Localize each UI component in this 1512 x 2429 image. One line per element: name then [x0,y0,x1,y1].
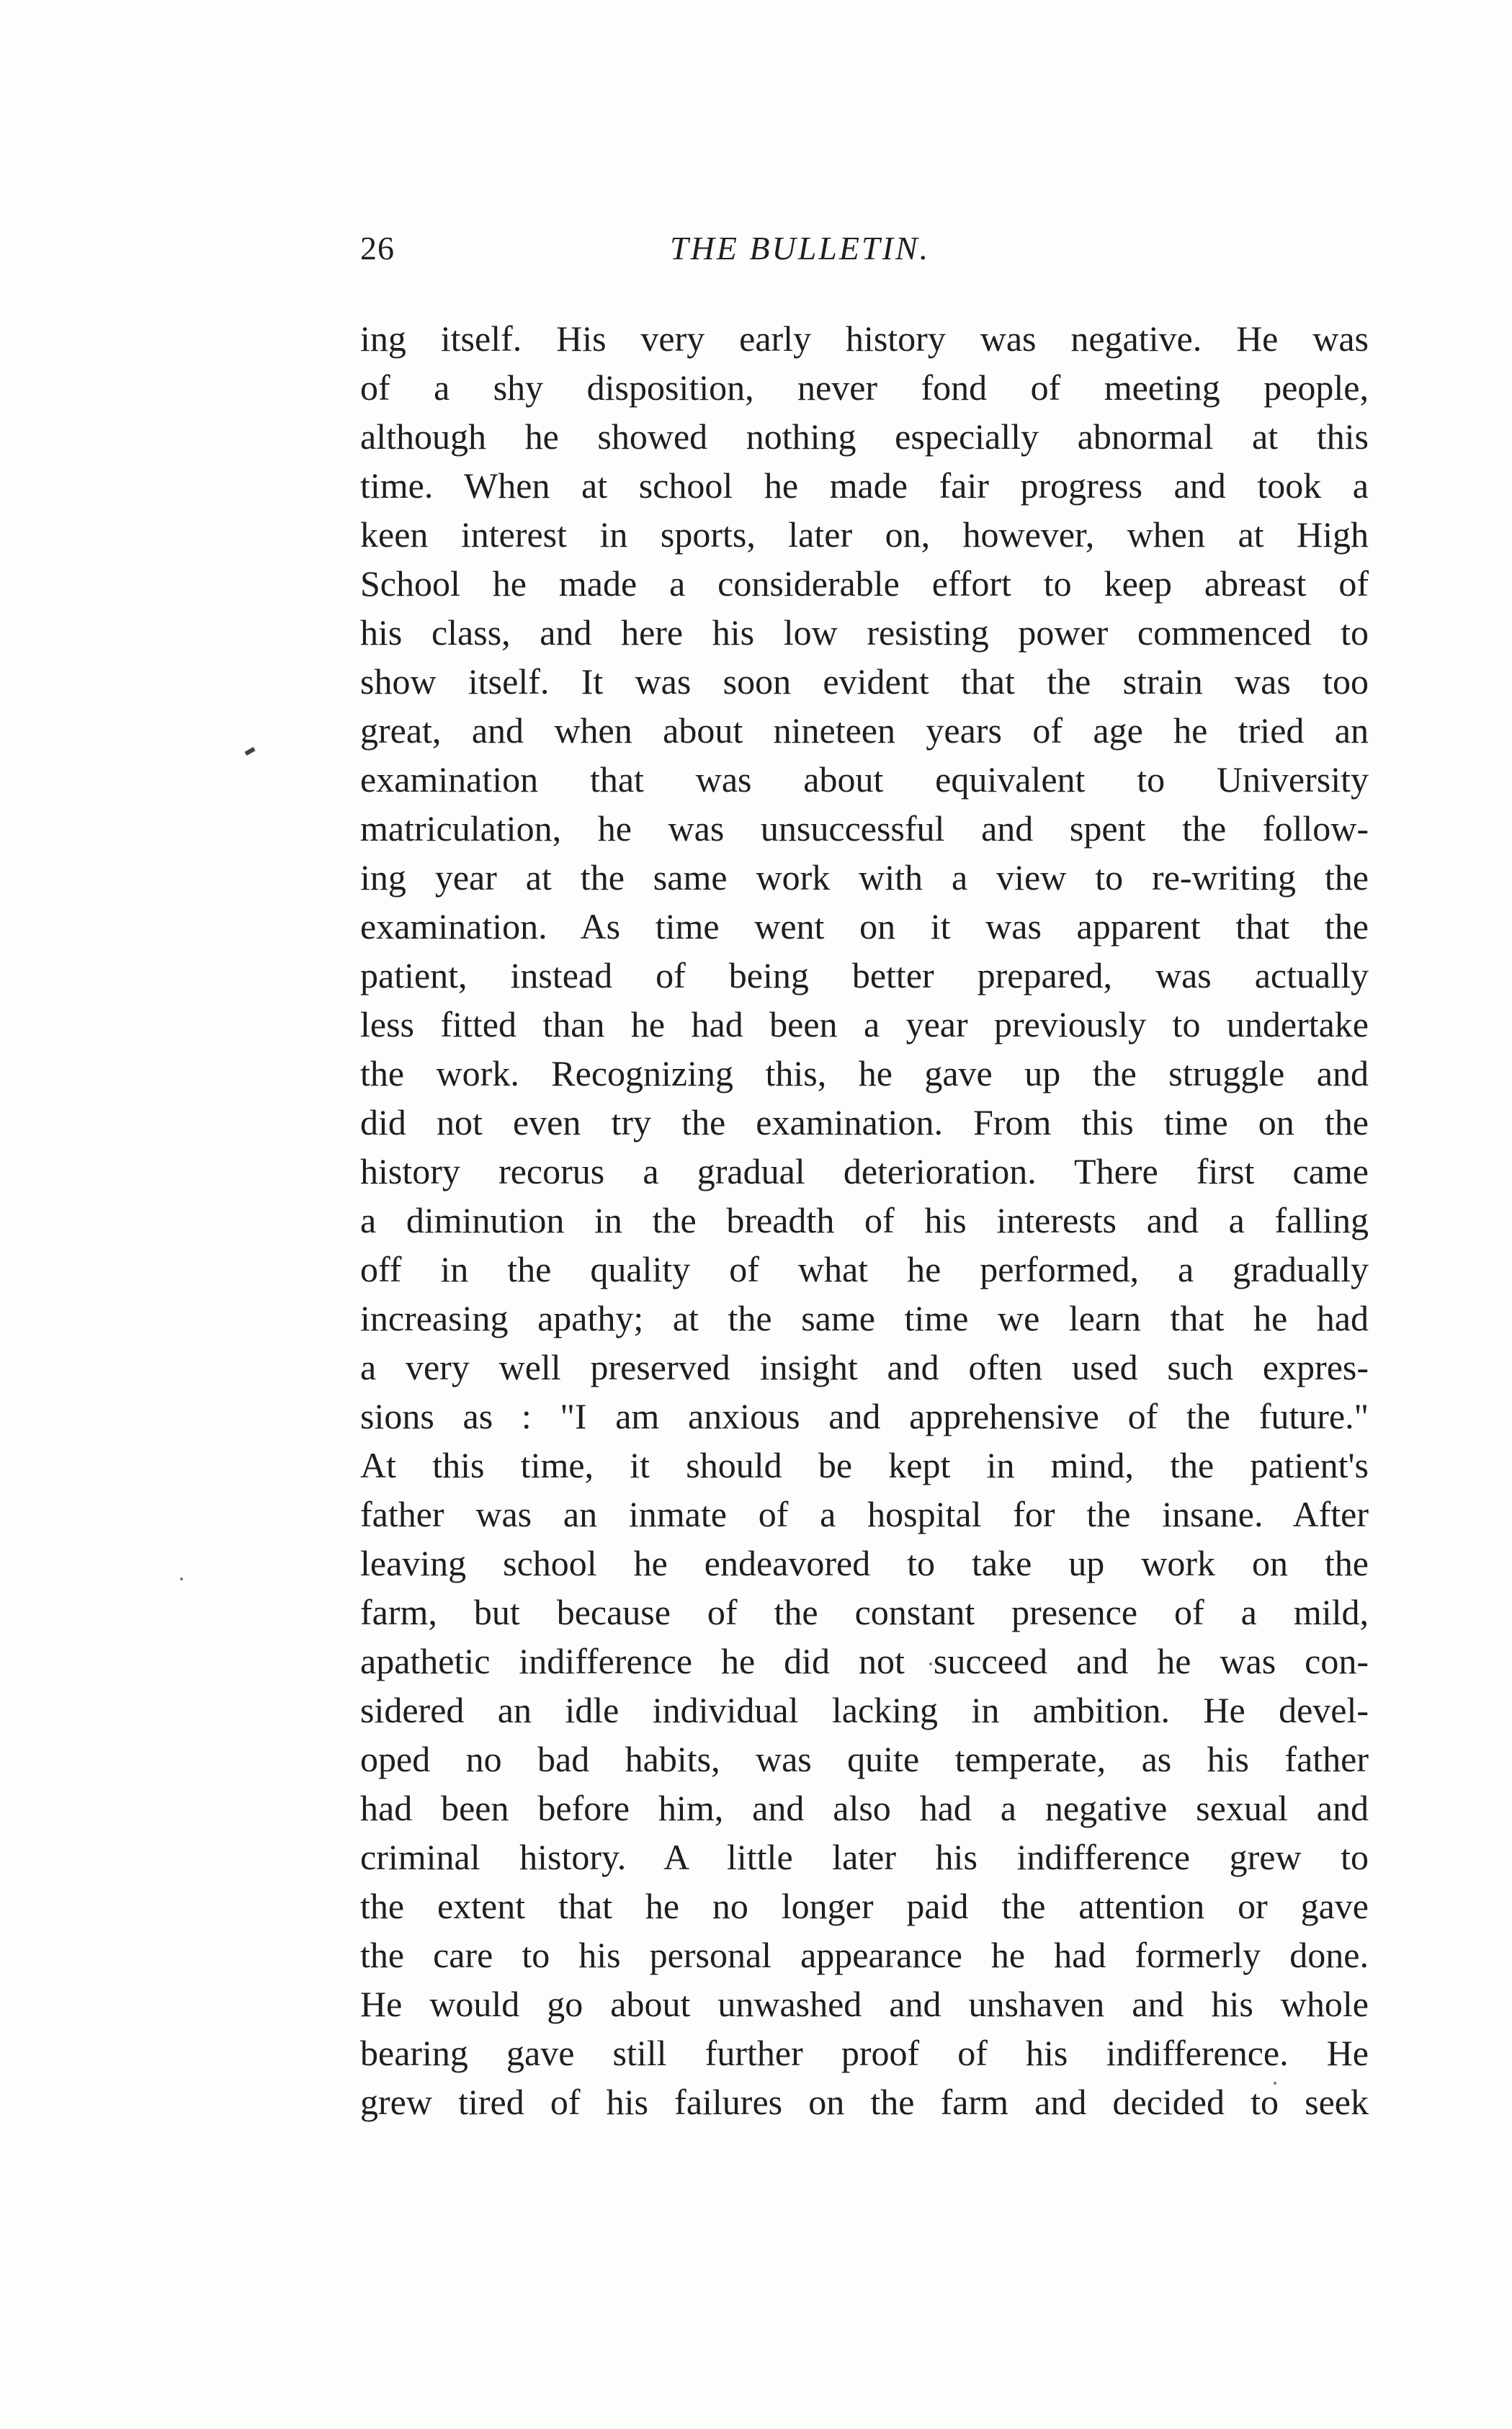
text-line: criminal history. A little later his indifference grew to [360,1837,1369,1877]
text-line: matriculation, he was unsuccessful and spent the follow- [360,808,1369,849]
text-line: examination that was about equivalent to University [360,759,1369,800]
text-line: grew tired of his failures on the farm and decided to seek [360,2082,1369,2122]
text-line: School he made a considerable effort to keep abreast of [360,563,1369,604]
page-speck [180,1578,183,1580]
text-line: a very well preserved insight and often used such expres- [360,1347,1369,1387]
text-line: time. When at school he made fair progress and took a [360,465,1369,506]
text-line: increasing apathy; at the same time we learn that he had [360,1298,1369,1338]
text-line: the care to his personal appearance he had formerly done. [360,1935,1369,1975]
margin-mark [244,747,255,756]
text-line: history recorus a gradual deterioration. There first came [360,1151,1369,1191]
running-head [360,229,1369,279]
text-line: father was an inmate of a hospital for the insane. After [360,1494,1369,1534]
text-line: ing itself. His very early history was negative. He was [360,318,1369,359]
body-text [360,314,1369,2126]
text-line: farm, but because of the constant presence of a mild, [360,1592,1369,1632]
page-number: 26 [360,230,395,267]
text-line: He would go about unwashed and unshaven and his whole [360,1984,1369,2024]
text-line: had been before him, and also had a negative sexual and [360,1788,1369,1828]
text-line: apathetic indifference he did not succeed and he was con- [360,1641,1369,1681]
text-line: less fitted than he had been a year previously to undertake [360,1004,1369,1044]
text-line: off in the quality of what he performed, a gradually [360,1249,1369,1289]
text-line: a diminution in the breadth of his interests and a falling [360,1200,1369,1240]
text-line: examination. As time went on it was apparent that the [360,906,1369,947]
text-line: of a shy disposition, never fond of meeting people, [360,367,1369,408]
text-line: the extent that he no longer paid the attention or gave [360,1886,1369,1926]
text-line: sions as : "I am anxious and apprehensive of the future." [360,1396,1369,1436]
text-line: leaving school he endeavored to take up work on the [360,1543,1369,1583]
text-line: his class, and here his low resisting power commenced to [360,612,1369,653]
text-line: show itself. It was soon evident that the strain was too [360,661,1369,702]
text-line: patient, instead of being better prepared, was actually [360,955,1369,996]
journal-title: THE BULLETIN. [670,230,931,267]
text-line: oped no bad habits, was quite temperate, as his father [360,1739,1369,1779]
text-line: bearing gave still further proof of his indifference. He [360,2033,1369,2073]
text-line: ing year at the same work with a view to re-writing the [360,857,1369,898]
text-line: keen interest in sports, later on, however, when at High [360,514,1369,555]
text-line: the work. Recognizing this, he gave up the struggle and [360,1053,1369,1093]
text-line: although he showed nothing especially abnormal at this [360,416,1369,457]
text-line: sidered an idle individual lacking in ambition. He devel- [360,1690,1369,1730]
text-line: did not even try the examination. From this time on the [360,1102,1369,1142]
text-line: great, and when about nineteen years of age he tried an [360,710,1369,751]
text-line: At this time, it should be kept in mind, the patient's [360,1445,1369,1485]
